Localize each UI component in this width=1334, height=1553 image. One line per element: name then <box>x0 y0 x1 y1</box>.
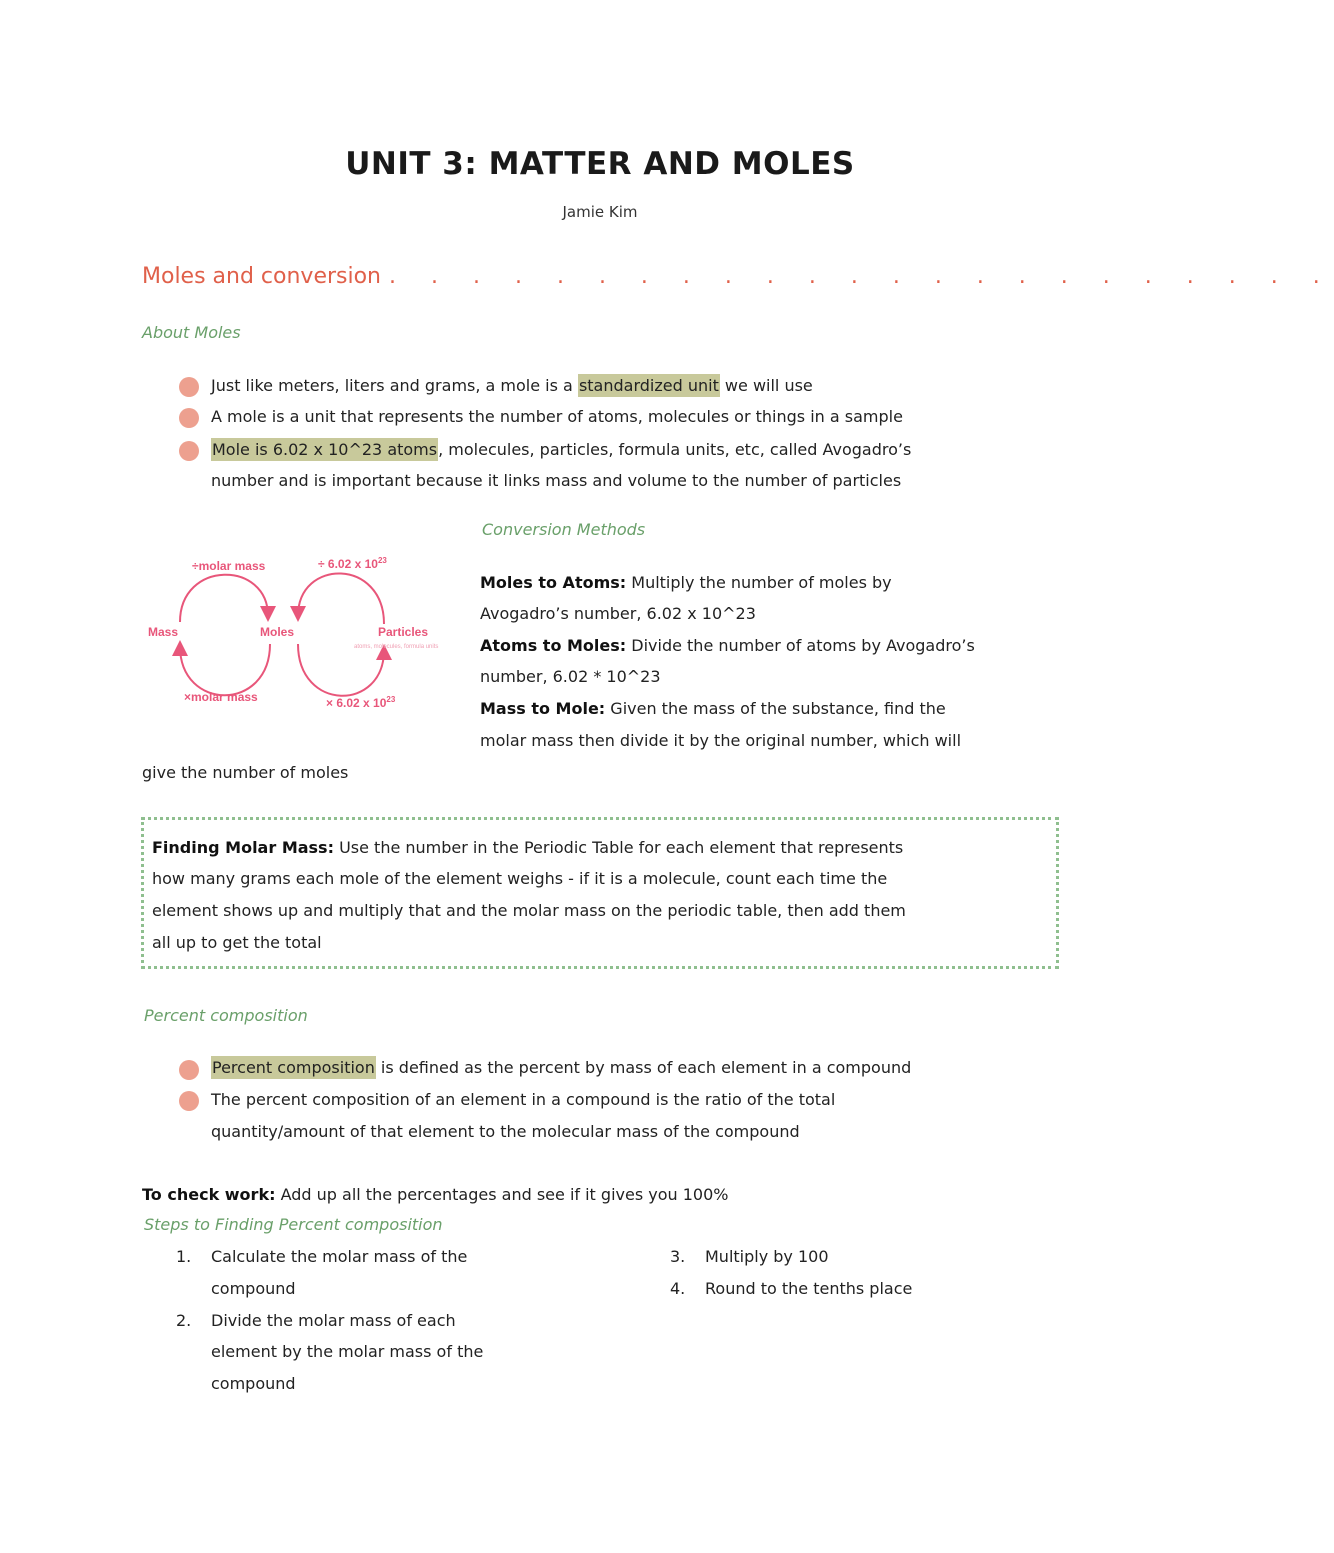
heading-dot-leader: . . . . . . . . . . . . . . . . . . . . . . . <box>389 264 1334 289</box>
conversion-moles-to-atoms <box>480 567 892 598</box>
list-item: A mole is a unit that represents the number of atoms, molecules or things in a sample <box>211 407 903 426</box>
bullet-text: Just like meters, liters and grams, a mole is a <box>211 376 578 395</box>
arrow-particles-to-moles <box>298 573 384 624</box>
check-work-note <box>142 1179 728 1210</box>
term-label: Moles to Atoms: <box>480 573 627 592</box>
step-number: 3. <box>670 1247 686 1266</box>
arrow-moles-to-particles <box>298 644 384 696</box>
subheading-conversion-methods: Conversion Methods <box>482 520 646 539</box>
step-text: compound <box>211 1374 296 1393</box>
callout-line: element shows up and multiply that and the molar mass on the periodic table, then add them <box>152 901 906 920</box>
definition-text: Divide the number of atoms by Avogadro’s <box>626 636 975 655</box>
conversion-line: molar mass then divide it by the original number, which will <box>480 731 962 750</box>
definition-text: Multiply the number of moles by <box>626 573 892 592</box>
arrow-moles-to-mass <box>180 644 270 695</box>
step-number: 4. <box>670 1279 686 1298</box>
conversion-mass-to-mole <box>480 693 946 724</box>
conversion-line: give the number of moles <box>142 763 349 782</box>
subheading-about-moles: About Moles <box>142 323 241 342</box>
bullet-text: is defined as the percent by mass of each element in a compound <box>375 1058 912 1077</box>
term-label: Mass to Mole: <box>480 699 606 718</box>
exponent: 23 <box>377 556 387 565</box>
label-divide-avogadro <box>318 556 387 571</box>
highlighted-term: Mole is 6.02 x 10^23 atoms <box>212 440 438 459</box>
term-label: Finding Molar Mass: <box>152 838 334 857</box>
node-mass: Mass <box>148 625 179 639</box>
step-number: 2. <box>176 1311 192 1330</box>
subheading-percent-composition: Percent composition <box>144 1006 308 1025</box>
bullet-text: , molecules, particles, formula units, etc, called Avogadro’s <box>438 440 912 459</box>
conversion-line: Avogadro’s number, 6.02 x 10^23 <box>480 604 756 623</box>
callout-line: how many grams each mole of the element weighs - if it is a molecule, count each time the <box>152 869 888 888</box>
label-divide-molar-mass: ÷molar mass <box>192 559 266 573</box>
label-multiply-molar-mass: ×molar mass <box>184 690 258 704</box>
list-item <box>211 370 813 401</box>
page-title: UNIT 3: MATTER AND MOLES <box>345 146 855 182</box>
bullet-icon <box>179 441 199 461</box>
node-moles: Moles <box>260 625 295 639</box>
arrow-mass-to-moles <box>180 575 268 622</box>
list-item-continuation: number and is important because it links mass and volume to the number of particles <box>211 471 902 490</box>
section-heading-moles <box>142 264 1334 289</box>
step-number: 1. <box>176 1247 192 1266</box>
bullet-icon <box>179 377 199 397</box>
subheading-steps: Steps to Finding Percent composition <box>144 1215 443 1234</box>
list-item-continuation: quantity/amount of that element to the molecular mass of the compound <box>211 1122 800 1141</box>
node-particles: Particles <box>378 625 429 639</box>
definition-text: Given the mass of the substance, find the <box>605 699 946 718</box>
exponent: 23 <box>386 695 396 704</box>
definition-text: Use the number in the Periodic Table for each element that represents <box>333 838 904 857</box>
step-text: Multiply by 100 <box>705 1247 829 1266</box>
bullet-icon <box>179 1091 199 1111</box>
callout-line <box>152 832 903 863</box>
bullet-icon <box>179 408 199 428</box>
step-text: compound <box>211 1279 296 1298</box>
highlighted-term: standardized unit <box>578 376 719 395</box>
term-label: Atoms to Moles: <box>480 636 627 655</box>
term-label: To check work: <box>142 1185 276 1204</box>
highlighted-term: Percent composition <box>212 1058 375 1077</box>
list-item <box>211 1052 911 1083</box>
bullet-icon <box>179 1060 199 1080</box>
step-text: Divide the molar mass of each <box>211 1311 456 1330</box>
label-multiply-avogadro <box>326 695 396 710</box>
step-text: Calculate the molar mass of the <box>211 1247 468 1266</box>
step-text: Round to the tenths place <box>705 1279 913 1298</box>
section-heading-text: Moles and conversion <box>142 264 382 289</box>
list-item <box>211 434 911 465</box>
label-multiply-avogadro-base: × 6.02 x 10 <box>326 696 387 710</box>
definition-text: Add up all the percentages and see if it gives you 100% <box>275 1185 729 1204</box>
bullet-text: we will use <box>719 376 813 395</box>
conversion-atoms-to-moles <box>480 630 975 661</box>
step-text: element by the molar mass of the <box>211 1342 484 1361</box>
conversion-line: number, 6.02 * 10^23 <box>480 667 661 686</box>
label-divide-avogadro-base: ÷ 6.02 x 10 <box>318 557 378 571</box>
particles-note: atoms, molecules, formula units <box>354 644 439 650</box>
callout-line: all up to get the total <box>152 933 322 952</box>
list-item: The percent composition of an element in a compound is the ratio of the total <box>211 1090 836 1109</box>
author-name: Jamie Kim <box>562 203 638 221</box>
conversion-diagram <box>140 550 470 720</box>
